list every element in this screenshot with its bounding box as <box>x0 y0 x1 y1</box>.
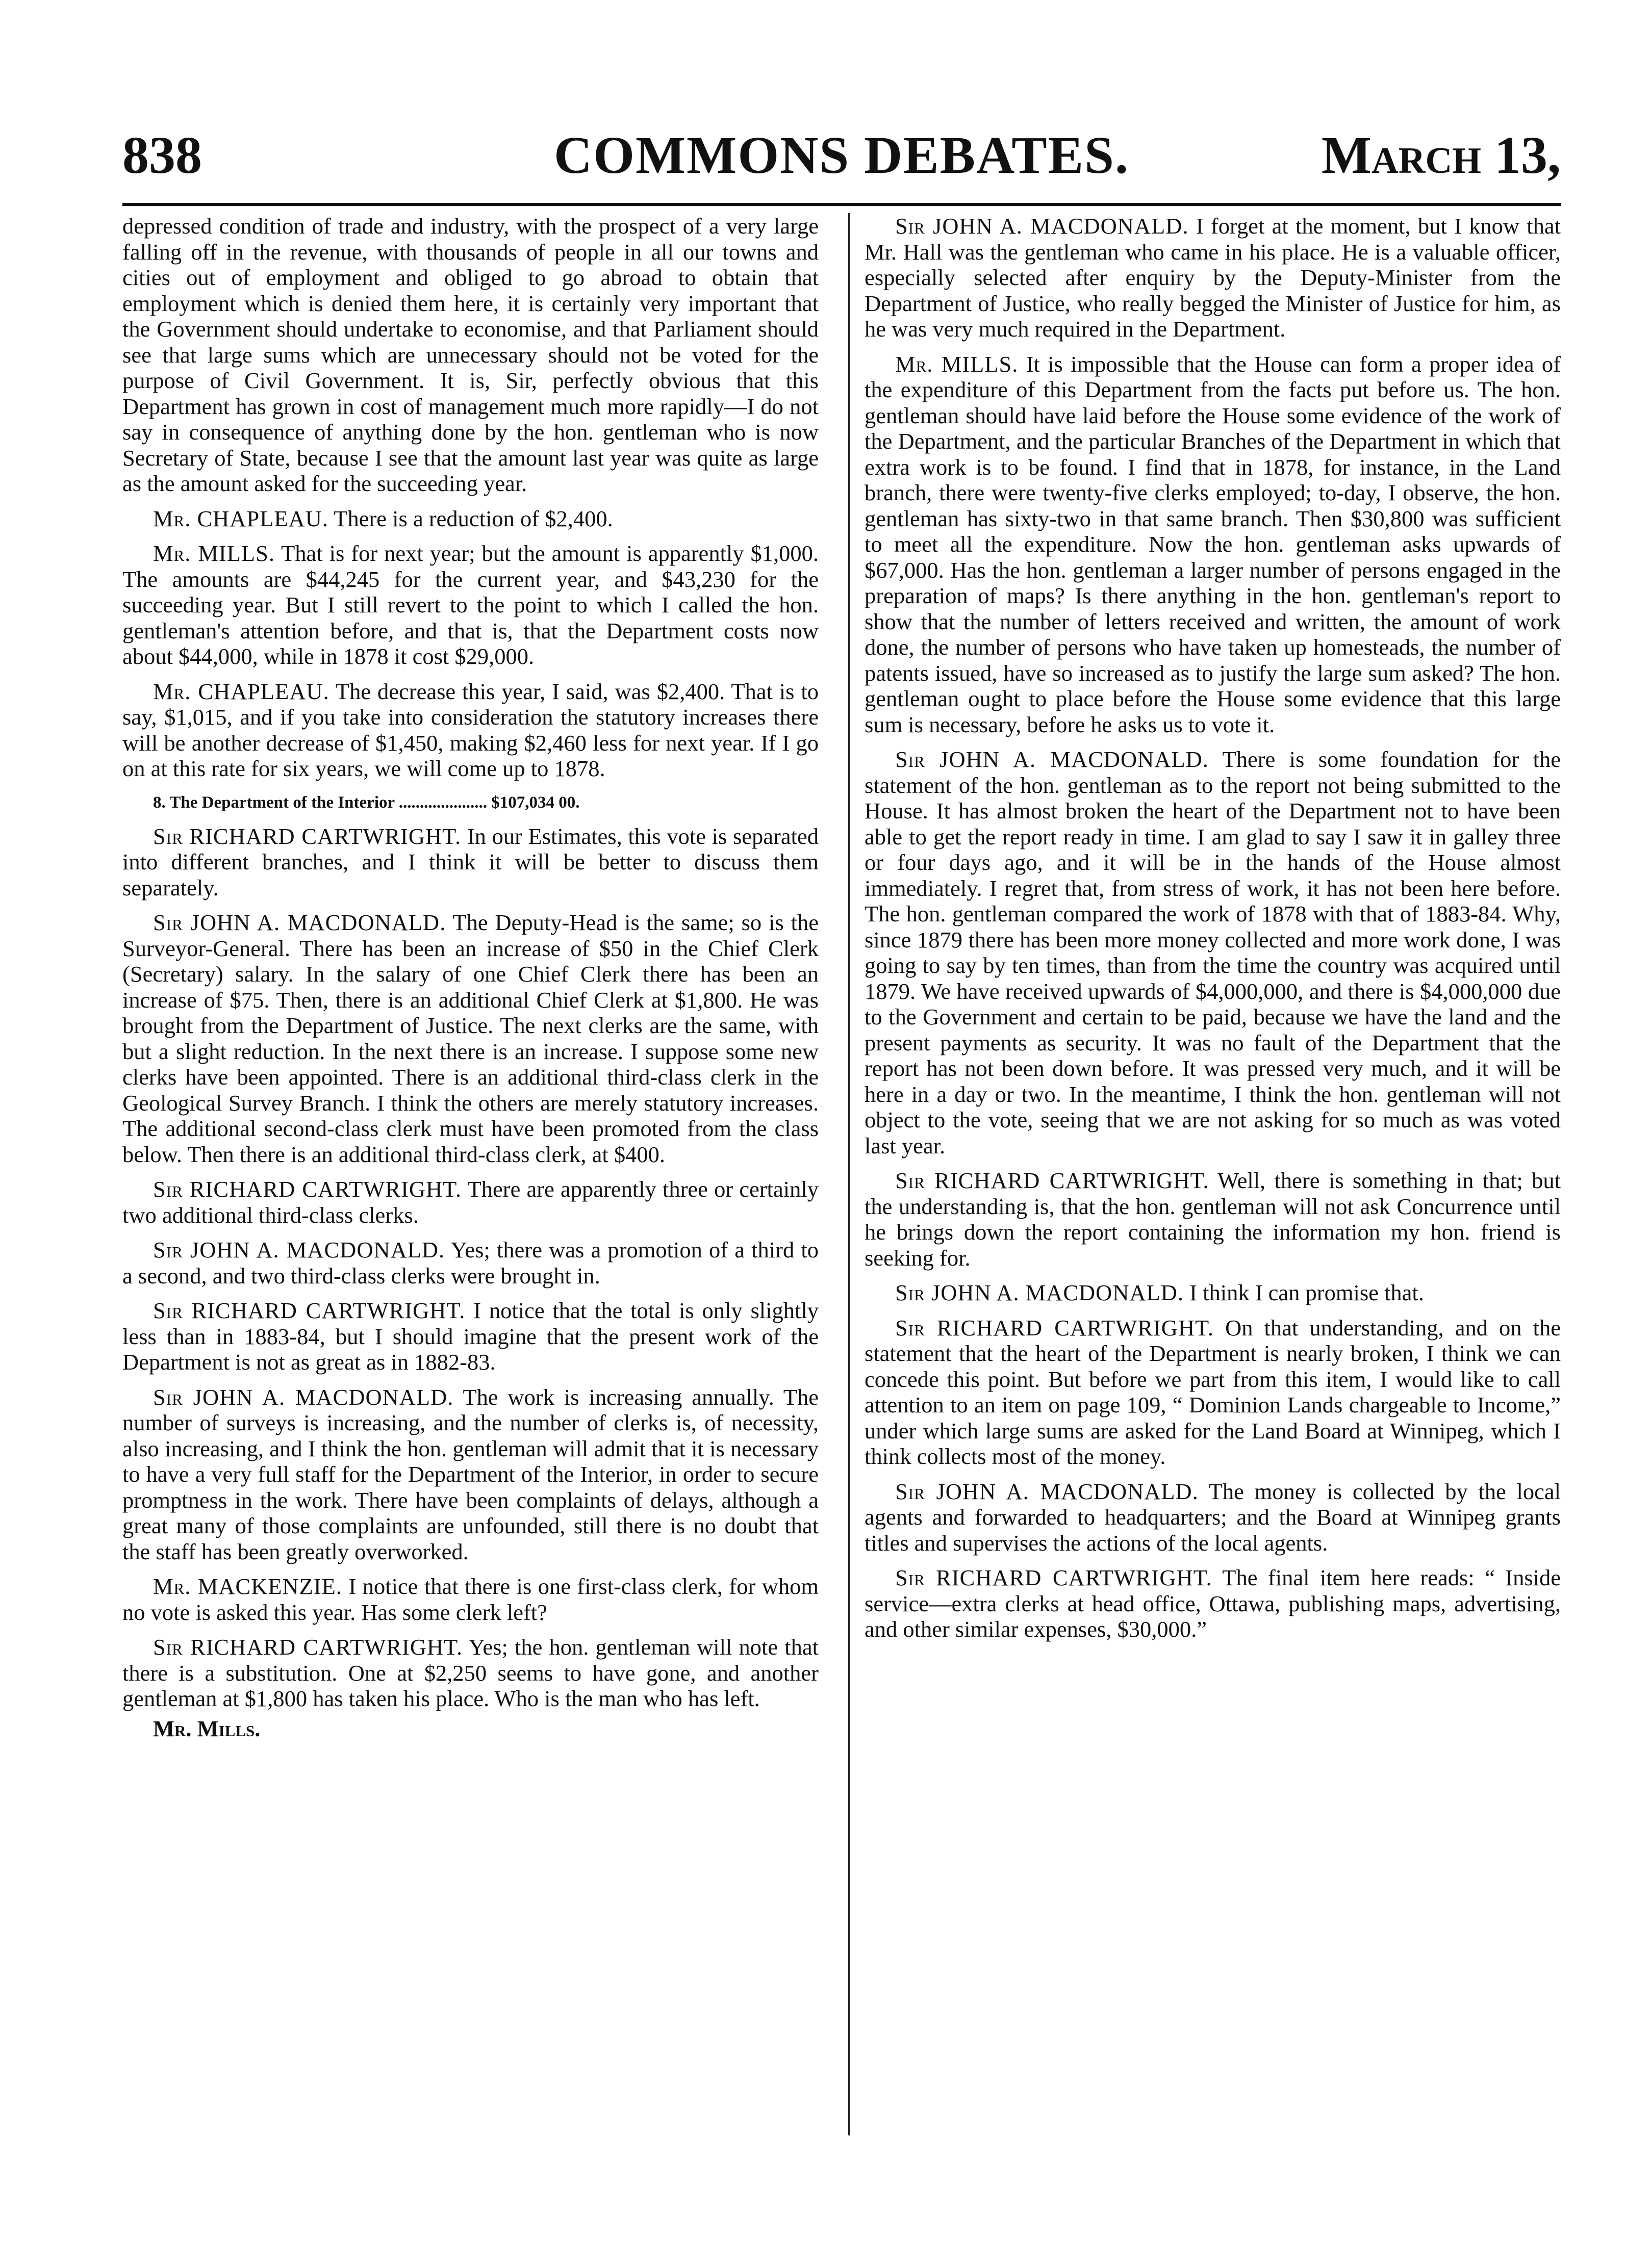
header-rule <box>122 203 1561 206</box>
paragraph: Sir RICHARD CARTWRIGHT. On that understanding, and on the statement that the heart of the Department is nearly broken, I think we can concede this point. But before we part from this item, I would like to call attention to an item on page 109, “ Dominion Lands chargeable to Income,” under which large sums are asked for the Land Board at Winnipeg, which I think collects most of the money. <box>865 1315 1561 1469</box>
paragraph: Mr. MILLS. It is impossible that the House can form a proper idea of the expenditure of this Department from the facts put before us. The hon. gentleman should have laid before the House some evidence of the work of the Department, and the particular Branches of the Department in which that extra work is to be found. I find that in 1878, for instance, in the Land branch, there were twenty-five clerks employed; to-day, I observe, the hon. gentleman has sixty-two in that same branch. Then $30,800 was sufficient to meet all the expenditure. Now the hon. gentleman asks upwards of $67,000. Has the hon. gentleman a larger number of persons engaged in the preparation of maps? Is there anything in the hon. gentleman's report to show that the number of letters received and written, the amount of work done, the number of persons who have taken up homesteads, the number of patents issued, have so increased as to justify the large sum asked? The hon. gentleman ought to place before the House some evidence that this large sum is necessary, before he asks us to vote it. <box>865 351 1561 737</box>
speaker-name: Sir RICHARD CARTWRIGHT. <box>153 1176 462 1202</box>
paragraph: Mr. MILLS. That is for next year; but the amount is apparently $1,000. The amounts are $44,245 for the current year, and $43,230 for the succeeding year. But I still revert to the point to which I called the hon. gentleman's attention before, and that is, that the Department costs now about $44,000, while in 1878 it cost $29,000. <box>122 540 819 669</box>
page-header <box>122 117 1561 199</box>
paragraph: Sir JOHN A. MACDONALD. I think I can promise that. <box>895 1280 1424 1305</box>
paragraph: Sir JOHN A. MACDONALD. I forget at the moment, but I know that Mr. Hall was the gentleman who came in his place. He is a valuable officer, especially selected after enquiry by the Deputy-Minister from the Department of Justice, who really begged the Minister of Justice for him, as he was very much required in the Department. <box>865 213 1561 342</box>
speaker-signoff: Mr. Mills. <box>153 1715 261 1741</box>
speaker-name: Mr. MACKENZIE. <box>153 1574 342 1599</box>
paragraph: Sir RICHARD CARTWRIGHT. Yes; the hon. gentleman will note that there is a substitution. One at $2,250 seems to have gone, and another gentleman at $1,800 has taken his place. Who is the man who has left. <box>122 1634 819 1711</box>
speaker-name: Sir JOHN A. MACDONALD. <box>153 1384 454 1410</box>
speaker-name: Sir RICHARD CARTWRIGHT. <box>153 823 462 849</box>
speaker-name: Sir RICHARD CARTWRIGHT. <box>895 1315 1214 1341</box>
page-date: March 13, <box>1321 126 1561 185</box>
speaker-name: Sir RICHARD CARTWRIGHT. <box>895 1565 1212 1590</box>
paragraph: Sir JOHN A. MACDONALD. The Deputy-Head is the same; so is the Surveyor-General. There has been an increase of $50 in the Chief Clerk (Secretary) salary. In the salary of one Chief Clerk there has been an increase of $75. Then, there is an additional Chief Clerk at $1,800. He was brought from the Department of Justice. The next clerks are the same, with but a slight reduction. In the next there is an increase. I suppose some new clerks have been appointed. There is an additional third-class clerk in the Geological Survey Branch. I think the others are merely statutory increases. The additional second-class clerk must have been promoted from the class below. Then there is an additional third-class clerk, at $400. <box>122 910 819 1167</box>
paragraph: Sir JOHN A. MACDONALD. The work is increasing annually. The number of surveys is increasing, and the number of clerks is, of necessity, also increasing, and I think the hon. gentleman will admit that it is necessary to have a very full staff for the Department of the Interior, in order to secure promptness in the work. There have been complaints of delays, although a great many of those complaints are unfounded, still there is no doubt that the staff has been greatly overworked. <box>122 1384 819 1564</box>
paragraph: Mr. MACKENZIE. I notice that there is one first-class clerk, for whom no vote is asked this year. Has some clerk left? <box>122 1574 819 1625</box>
paragraph: Mr. CHAPLEAU. The decrease this year, I said, was $2,400. That is to say, $1,015, and if you take into consideration the statutory increases there will be another decrease of $1,450, making $2,460 less for next year. If I go on at this rate for six years, we will come up to 1878. <box>122 678 819 781</box>
paragraph: Sir RICHARD CARTWRIGHT. Well, there is something in that; but the understanding is, that the hon. gentleman will not ask Concurrence until he brings down the report containing the information my hon. friend is seeking for. <box>865 1168 1561 1271</box>
speaker-name: Sir JOHN A. MACDONALD. <box>153 910 446 935</box>
paragraph: Sir RICHARD CARTWRIGHT. The final item here reads: “ Inside service—extra clerks at head office, Ottawa, publishing maps, advertising, and other similar expenses, $30,000.” <box>865 1565 1561 1642</box>
speaker-name: Sir JOHN A. MACDONALD. <box>895 746 1209 772</box>
speaker-name: Sir JOHN A. MACDONALD. <box>895 1478 1199 1504</box>
speaker-name: Mr. CHAPLEAU. <box>153 678 329 704</box>
speaker-name: Sir RICHARD CARTWRIGHT. <box>153 1634 463 1660</box>
speaker-name: Sir RICHARD CARTWRIGHT. <box>895 1168 1209 1193</box>
speaker-name: Sir RICHARD CARTWRIGHT. <box>153 1298 466 1323</box>
page-number: 838 <box>122 126 202 185</box>
paragraph: Sir RICHARD CARTWRIGHT. There are apparently three or certainly two additional third-class clerks. <box>122 1176 819 1228</box>
paragraph: Sir JOHN A. MACDONALD. The money is collected by the local agents and forwarded to headquarters; and the Board at Winnipeg grants titles and supervises the actions of the local agents. <box>865 1478 1561 1556</box>
speaker-name: Mr. MILLS. <box>153 540 275 566</box>
speaker-name: Sir JOHN A. MACDONALD. <box>895 213 1189 239</box>
paragraph: Sir RICHARD CARTWRIGHT. I notice that the total is only slightly less than in 1883-84, but I should imagine that the present work of the Department is not as great as in 1882-83. <box>122 1298 819 1375</box>
paragraph: Sir JOHN A. MACDONALD. Yes; there was a promotion of a third to a second, and two third-class clerks were brought in. <box>122 1237 819 1288</box>
paragraph: Sir JOHN A. MACDONALD. There is some foundation for the statement of the hon. gentleman as to the report not being submitted to the House. It has almost broken the heart of the Department not to have been able to get the report ready in time. I am glad to say I saw it in galley three or four days ago, and it will be in the hands of the House almost immediately. I regret that, from stress of work, it has not been here before. The hon. gentleman compared the work of 1878 with that of 1883-84. Why, since 1879 there has been more money collected and more work done, I was going to say by ten times, than from the time the country was acquired until 1879. We have received upwards of $4,000,000, and there is $4,000,000 due to the Government and certain to be paid, because we have the land and the present payments as security. It was no fault of the Department that the report has not been down before. It was pressed very much, and it will be here in a day or two. In the meantime, I think the hon. gentleman will not object to the vote, seeing that we are not asking for so much as was voted last year. <box>865 746 1561 1158</box>
paragraph: Mr. CHAPLEAU. There is a reduction of $2,400. <box>153 505 613 531</box>
paragraph: Sir RICHARD CARTWRIGHT. In our Estimates, this vote is separated into different branches, and I think it will be better to discuss them separately. <box>122 823 819 900</box>
publication-title: COMMONS DEBATES. <box>554 126 1129 185</box>
left-column <box>122 213 819 1741</box>
paragraph: depressed condition of trade and industry, with the prospect of a very large falling off in the revenue, with thousands of people in all our towns and cities out of employment and obliged to go abroad to obtain that employment which is denied them here, it is certainly very important that the Government should undertake to economise, and that Parliament should see that large sums which are unnecessary should not be voted for the purpose of Civil Government. It is, Sir, perfectly obvious that this Department has grown in cost of management much more rapidly—I do not say in consequence of anything done by the hon. gentleman who is now Secretary of State, because I see that the amount last year was quite as large as the amount asked for the succeeding year. <box>122 213 819 496</box>
estimate-item: 8. The Department of the Interior ..................... $107,034 00. <box>153 793 580 812</box>
right-column <box>865 213 1561 1652</box>
column-divider <box>848 213 850 2135</box>
speaker-name: Sir JOHN A. MACDONALD. <box>895 1280 1184 1305</box>
speaker-name: Mr. CHAPLEAU. <box>153 505 328 531</box>
speaker-name: Mr. MILLS. <box>895 351 1019 377</box>
speaker-name: Sir JOHN A. MACDONALD. <box>153 1237 445 1262</box>
